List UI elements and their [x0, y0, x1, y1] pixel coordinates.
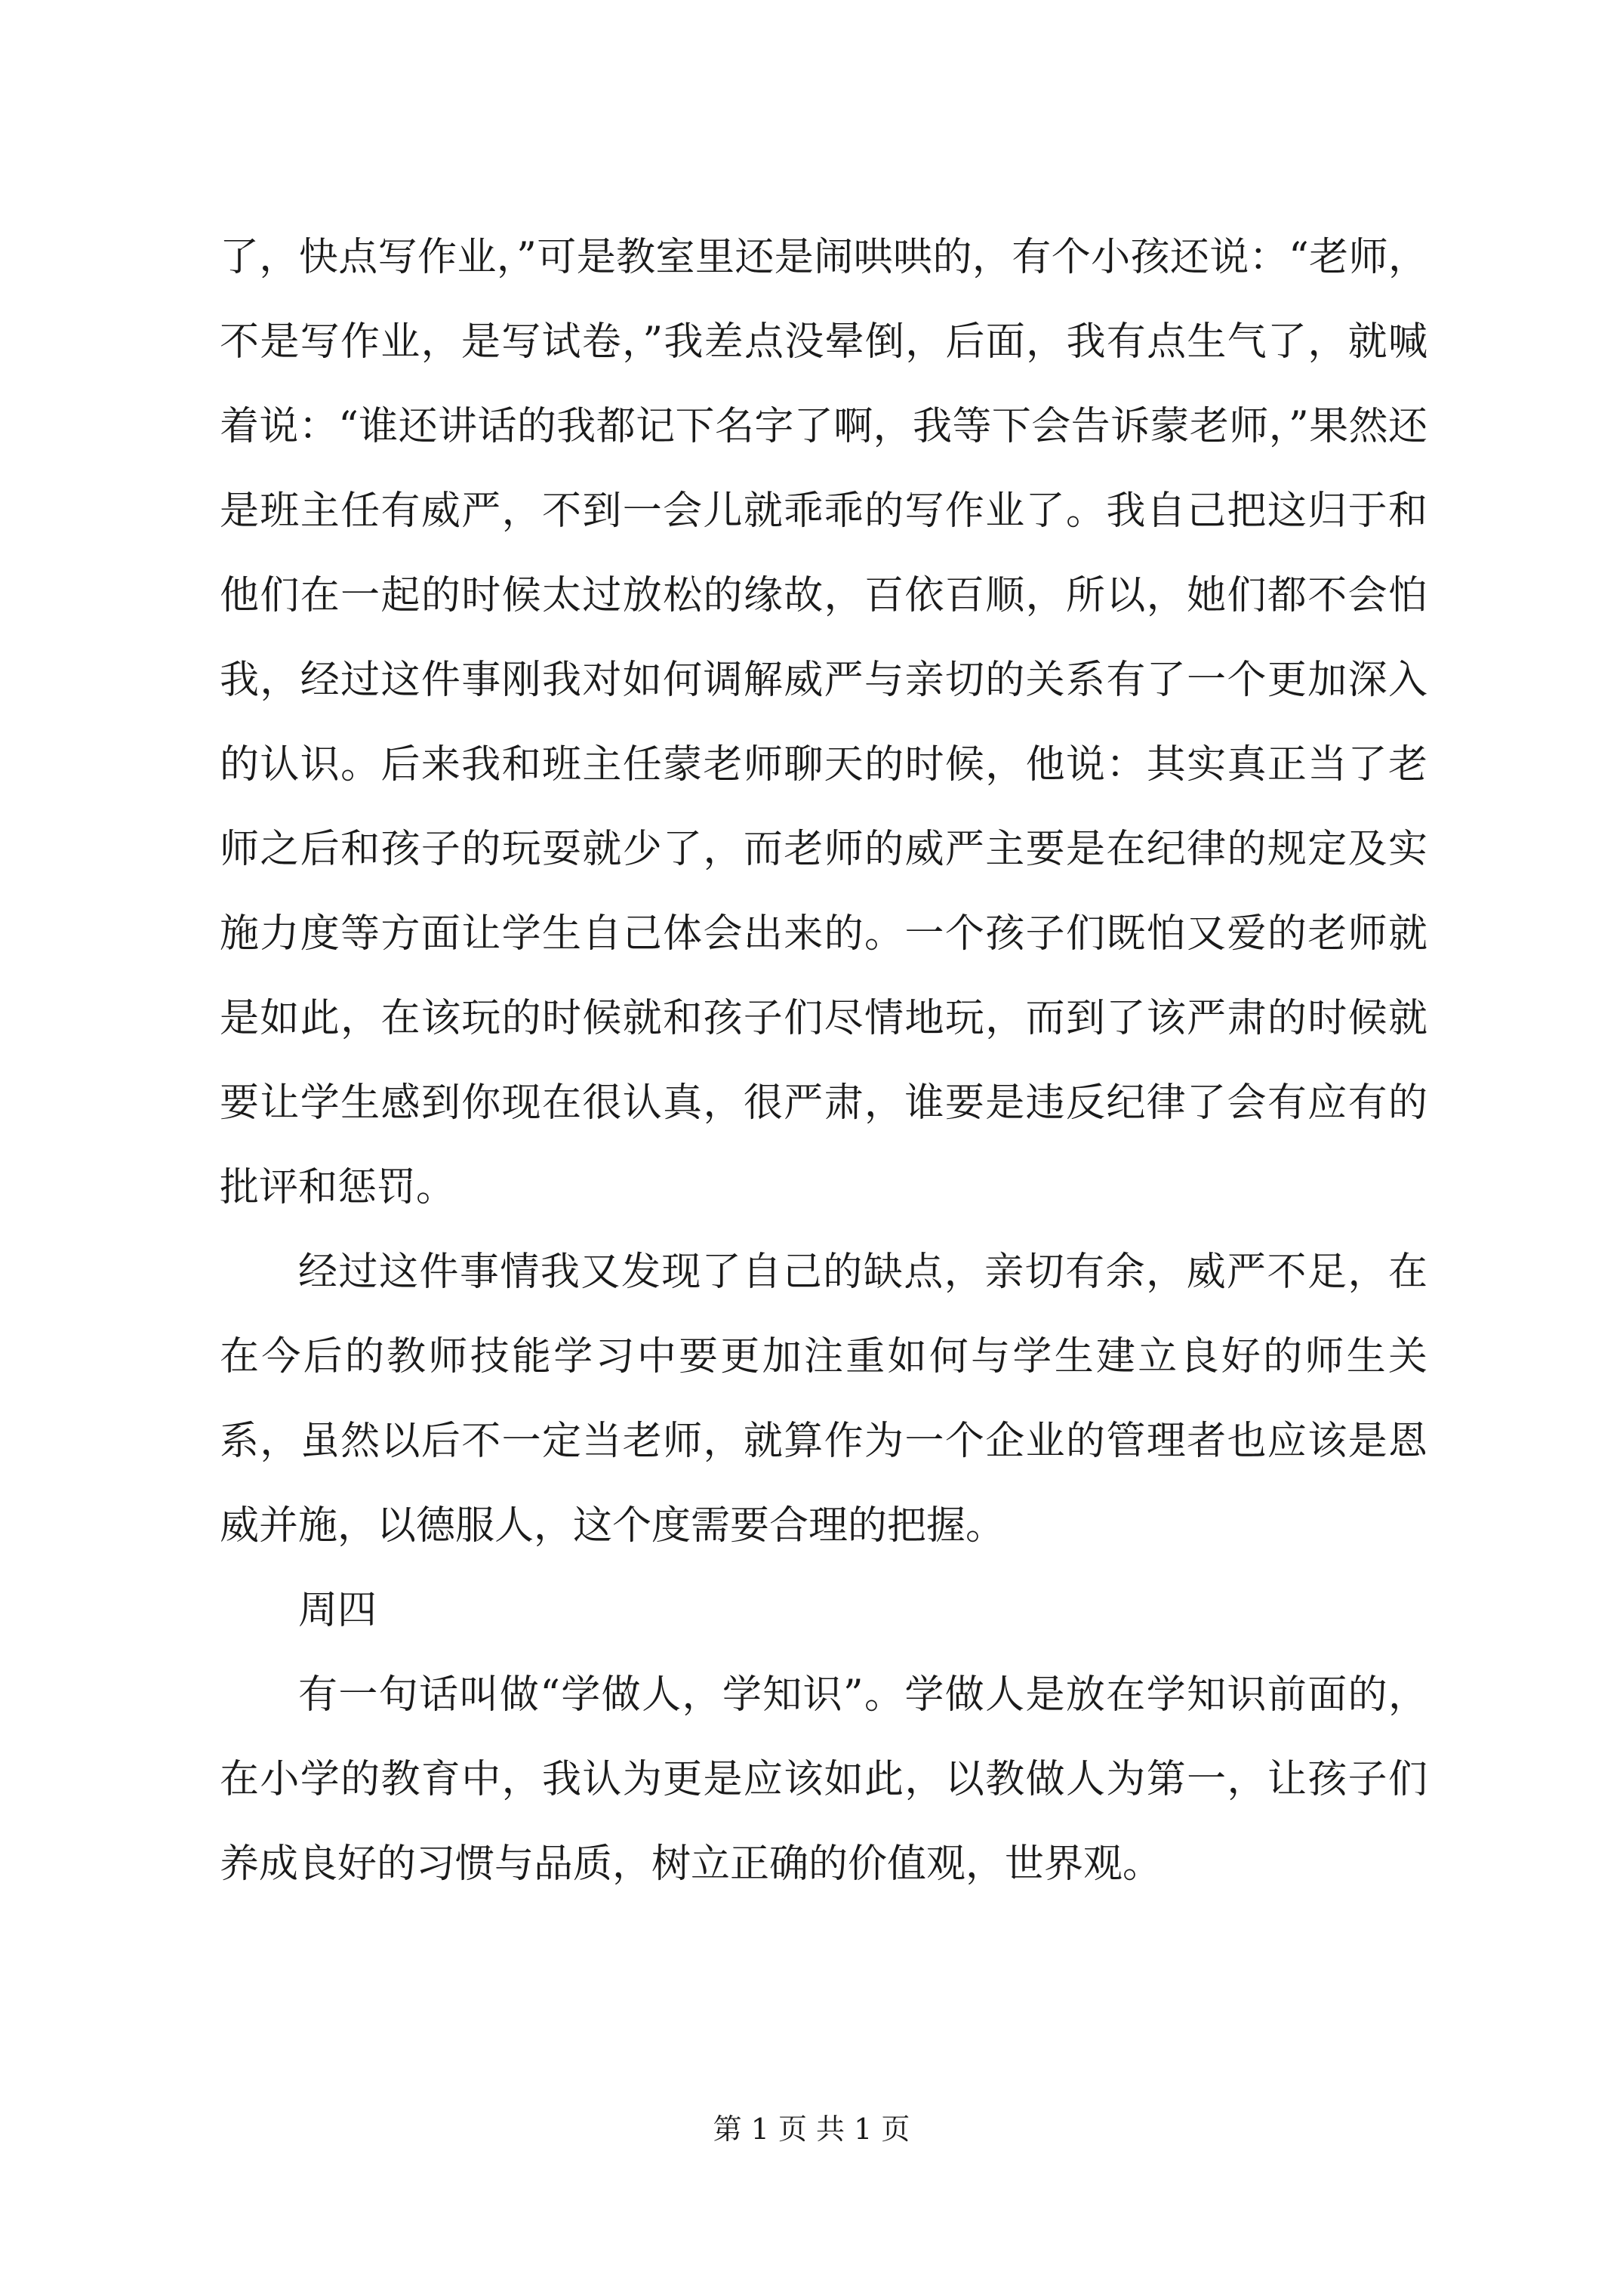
paragraph-2: 经过这件事情我又发现了自己的缺点，亲切有余，威严不足，在在今后的教师技能学习中要更加注重如何与学生建立良好的师生关系，虽然以后不一定当老师，就算作为一个企业的管理者也应该是恩威并施，以德服人，这个度需要合理的把握。 — [220, 1250, 1427, 1549]
page-number-footer: 第 1 页 共 1 页 — [713, 2113, 910, 2146]
section-heading-thursday: 周四 — [298, 1588, 377, 1633]
paragraph-1: 了，快点写作业，”可是教室里还是闹哄哄的，有个小孩还说：“老师，不是写作业，是写试卷，”我差点没晕倒，后面，我有点生气了，就喊着说：“谁还讲话的我都记下名字了啊，我等下会告诉蒙老师，”果然还是班主任有威严，不到一会儿就乖乖的写作业了。我自己把这归于和他们在一起的时候太过放松的缘故，百依百顺，所以，她们都不会怕我，经过这件事刚我对如何调解威严与亲切的关系有了一个更加深入的认识。后来我和班主任蒙老师聊天的时候，他说：其实真正当了老师之后和孩子的玩耍就少了，而老师的威严主要是在纪律的规定及实施力度等方面让学生自己体会出来的。一个孩子们既怕又爱的老师就是如此，在该玩的时候就和孩子们尽情地玩，而到了该严肃的时候就要让学生感到你现在很认真，很严肃，谁要是违反纪律了会有应有的批评和惩罚。 — [220, 235, 1427, 1210]
paragraph-3: 有一句话叫做“学做人，学知识”。学做人是放在学知识前面的，在小学的教育中，我认为更是应该如此，以教做人为第一，让孩子们养成良好的习惯与品质，树立正确的价值观，世界观。 — [220, 1672, 1427, 1887]
document-body — [220, 215, 1427, 1906]
